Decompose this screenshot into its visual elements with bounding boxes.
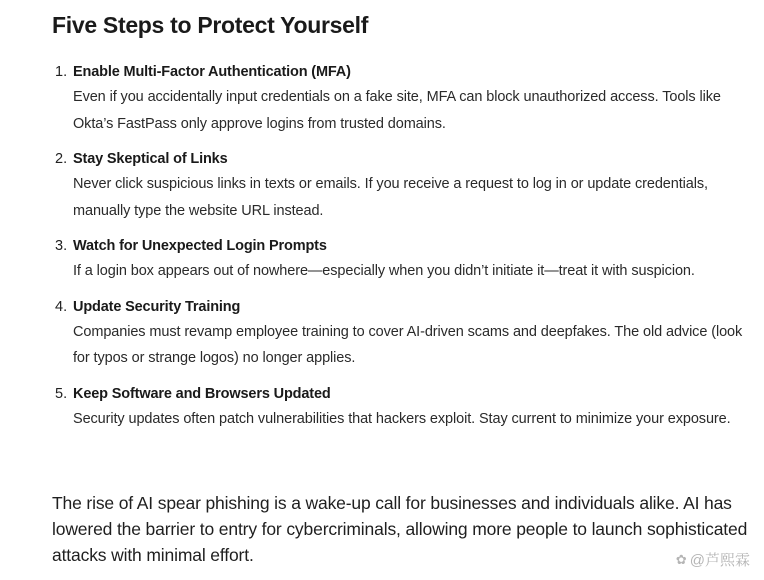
step-body: Companies must revamp employee training to cover AI-driven scams and deepfakes. The old advice (look for typos or strange logos) no longer applies. [73, 323, 743, 366]
step-title: Stay Skeptical of Links [73, 151, 228, 167]
closing-paragraph: The rise of AI spear phishing is a wake-up call for businesses and individuals alike. AI has lowered the barrier to entry for cybercriminals, allowing more people to launch sophisticated attacks with minimal effort. [52, 493, 748, 565]
step-body: Never click suspicious links in texts or emails. If you receive a request to log in or update credentials, manually type the website URL instead. [73, 176, 708, 219]
section-heading: Five Steps to Protect Yourself [52, 12, 369, 38]
steps-list [52, 60, 752, 442]
step-number: 2. [55, 151, 68, 167]
step-title: Enable Multi-Factor Authentication (MFA) [73, 64, 351, 80]
watermark-text: @芦熙霖 [689, 552, 750, 569]
paw-icon: ✿ [675, 551, 687, 567]
step-number: 1. [55, 64, 68, 80]
step-title: Update Security Training [73, 298, 241, 315]
list-item [52, 234, 752, 285]
step-number: 4. [55, 298, 68, 315]
step-title: Watch for Unexpected Login Prompts [73, 238, 327, 254]
step-number: 5. [55, 385, 68, 402]
step-body: Even if you accidentally input credentials on a fake site, MFA can block unauthorized access. Tools like Okta’s FastPass only approve logins from trusted domains. [73, 89, 721, 132]
list-item [52, 382, 752, 433]
list-item [52, 295, 752, 372]
step-body: If a login box appears out of nowhere—especially when you didn’t initiate it—treat it with suspicion. [73, 263, 695, 279]
watermark [676, 549, 750, 570]
step-body: Security updates often patch vulnerabilities that hackers exploit. Stay current to minimize your exposure. [73, 410, 731, 427]
list-item [52, 60, 752, 137]
step-title: Keep Software and Browsers Updated [73, 385, 331, 402]
step-number: 3. [55, 238, 68, 254]
list-item [52, 147, 752, 224]
